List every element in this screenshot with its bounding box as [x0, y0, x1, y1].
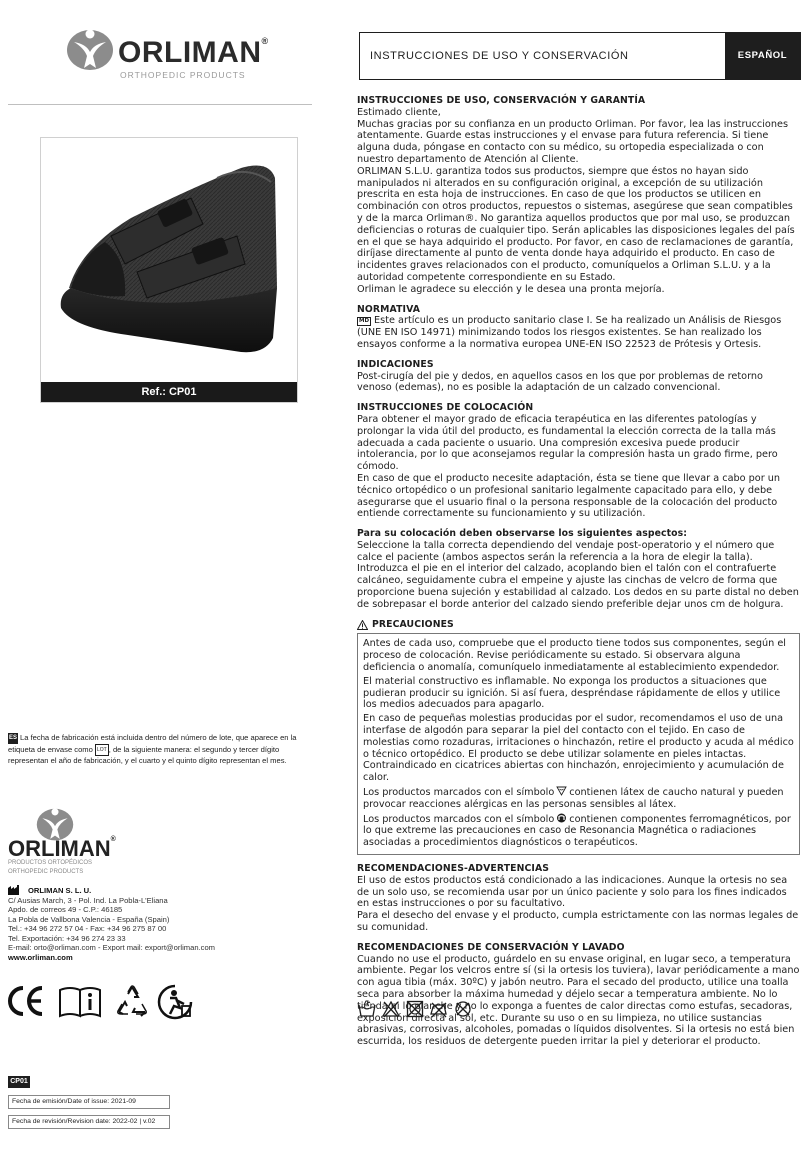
address-line: Apdo. de correos 49 - C.P.: 46185 — [8, 905, 123, 914]
paragraph: El material constructivo es inflamable. No exponga los productos a situaciones que pudieran producir su ignición. Si así fuera, despréndase rápidamente de ellos y utilice los medios adecuados para apagarlo. — [363, 675, 781, 711]
precautions-box — [357, 633, 800, 855]
manufacturer-icon — [8, 885, 20, 895]
orthopedic-shoe-image — [41, 138, 298, 382]
address-line: Tel. Exportación: +34 96 274 23 33 — [8, 933, 126, 943]
no-tumble-dry-icon — [406, 1000, 424, 1018]
product-ref-bar: Ref.: CP01 — [41, 382, 297, 402]
brand-sub-en: ORTHOPEDIC PRODUCTS — [8, 869, 84, 875]
issue-date: Fecha de emisión/Date of issue: 2021-09 — [8, 1095, 170, 1109]
ce-mark-icon — [6, 984, 46, 1018]
lot-symbol: LOT — [95, 744, 109, 757]
revision-date: Fecha de revisión/Revision date: 2022-02 | v.02 — [8, 1115, 170, 1129]
lot-note-text-2: , de la siguiente manera: el segundo y tercer dígito representan el año de fabricación, y el cuarto y el quinto dígito representan el mes. — [8, 744, 287, 765]
brand-wordmark: ORLIMAN® — [8, 836, 116, 861]
document-title: INSTRUCCIONES DE USO Y CONSERVACIÓN — [370, 50, 629, 62]
language-tag: ES — [8, 733, 18, 744]
brand-wordmark: ORLIMAN® — [118, 36, 269, 69]
company-address — [8, 885, 308, 962]
address-line: E-mail: orto@orliman.com - Export mail: export@orliman.com — [8, 943, 216, 952]
address-line: La Pobla de Vallbona Valencia - España (Spain) — [8, 914, 170, 924]
brand-sub-es: PRODUCTOS ORTOPÉDICOS — [8, 860, 93, 866]
care-icons — [358, 1000, 498, 1020]
md-symbol: MD — [359, 318, 370, 325]
paragraph: Para obtener el mayor grado de eficacia terapéutica en las diferentes patologías y prolongar la vida útil del producto, es fundamental la elección correcta de la talla más adecuada a cada paciente o usuario. Una compresión excesiva puede producir intolerancia, por lo que aconsejamos regular la compresión hasta un grado firme, pero cómodo. — [357, 413, 778, 473]
company-name: ORLIMAN S. L. U. — [28, 886, 92, 895]
paragraph: Orliman le agradece su elección y le desea una pronta mejoría. — [357, 283, 665, 295]
lot-note-text-1: La fecha de fabricación está incluida dentro del número de lote, que aparece en la etiqueta de envase como — [8, 733, 297, 754]
instructions-body — [357, 95, 800, 1048]
lot-note — [8, 733, 312, 767]
instructions-icon — [58, 984, 104, 1018]
product-image-frame — [40, 137, 298, 403]
paragraph: Los productos marcados con el símbolo contienen componentes ferromagnéticos, por lo que extreme las precauciones en caso de Resonancia Magnética o radiaciones asociadas a procedimientos diagnósticos o terapéuticos. — [363, 813, 791, 849]
paragraph: En caso de que el producto necesite adaptación, ésta se tiene que llevar a cabo por un técnico ortopédico o un profesional sanitario legalmente capacitado para ello, y debe asegurarse que el usuario final o la persona responsable de la colocación del producto entiende correctamente su funcionamiento y su utilización. — [357, 472, 781, 520]
magnetic-icon — [556, 813, 567, 823]
paragraph: MD Este artículo es un producto sanitario clase I. Se ha realizado un Análisis de Riesgos (UNE EN ISO 14971) minimizando todos los riesgos existentes. Se han realizado los ensayos conforme a la normativa europea UNE-EN ISO 22523 de Prótesis y Ortesis. — [357, 315, 782, 350]
paragraph: Post-cirugía del pie y dedos, en aquellos casos en los que por problemas de retorno venoso (edemas), no es posible la adaptación de un calzado convencional. — [357, 370, 763, 394]
paragraph: ORLIMAN S.L.U. garantiza todos sus productos, siempre que éstos no hayan sido manipulados ni alterados en su configuración original, a excepción de su utilización prescrita en esta hoja de instrucciones. En caso de que los productos se utilicen en combinación con otros productos, repuestos o sistemas, asegúrese que sean compatibles y de la marca Orliman®. No garantiza aquellos productos que por mal uso, se produzcan deficiencias o roturas de cualquier tipo. Serán aplicables las disposiciones legales del país en el que se haya adquirido el producto. Por favor, en caso de reclamaciones de garantía, diríjase directamente al punto de venta donde haya adquirido el producto. En caso de incidentes graves relacionados con el producto, comuníquelos a Orliman S.L.U. y a la autoridad competente correspondiente en su Estado. — [357, 165, 795, 283]
waste-disposal-icon — [156, 984, 194, 1020]
paragraph: Seleccione la talla correcta dependiendo del vendaje post-operatorio y el número que calce el paciente (ambos aspectos serán la referencia a la hora de elegir la talla). Introduzca el pie en el interior del calzado, acoplando bien el talón con el contrafuerte calcáneo, seguidamente cubra el empeine y ajuste las cinchas de velcro de forma que proporcione buena sujeción y estabilidad al calzado. Los dedos en su parte distal no deben de sobrepasar el borde anterior del calzado siendo preferible dejar unos cm de holgura. — [357, 539, 799, 610]
address-line: C/ Ausias March, 3 - Pol. Ind. La Pobla-L'Eliana — [8, 895, 168, 905]
paragraph: Los productos marcados con el símbolo contienen látex de caucho natural y pueden provocar reacciones alérgicas en las personas sensibles al látex. — [363, 787, 784, 810]
certification-icons — [6, 984, 206, 1024]
no-bleach-icon — [382, 1000, 400, 1018]
paragraph: Cuando no use el producto, guárdelo en su envase original, en lugar seco, a temperatura ambiente. Pegar los velcros entre sí (si la ortesis los tuviera), lavar periódicamente a mano con agua tibia (máx. 30ºC) y jabón neutro. Para el secado del producto, utilice una toalla seca para absorber la máxima humedad y déjelo secar a temperatura ambiente. No lo tienda ni lo planche y no lo exponga a fuentes de calor directas como estufas, secadoras, exposición directa al sol, etc. Durante su uso o en su limpieza, no utilice sustancias abrasivas, corrosivas, alcoholes, pomadas o líquidos disolventes. Si la ortesis no está bien escurrida, los residuos de detergente pueden irritar la piel y deteriorar el producto. — [357, 953, 800, 1048]
document-header — [359, 32, 801, 80]
section-heading: INSTRUCCIONES DE COLOCACIÓN — [357, 402, 534, 414]
no-dry-clean-icon — [454, 1000, 472, 1018]
section-heading: RECOMENDACIONES-ADVERTENCIAS — [357, 863, 550, 875]
brand-tagline: ORTHOPEDIC PRODUCTS — [120, 70, 246, 80]
paragraph: Para el desecho del envase y el producto, cumpla estrictamente con las normas legales de su comunidad. — [357, 910, 799, 933]
address-line: Tel.: +34 96 272 57 04 - Fax: +34 96 275 87 00 — [8, 924, 167, 933]
warning-icon — [357, 620, 368, 630]
recycle-icon — [114, 984, 150, 1018]
orliman-logo-top — [66, 24, 306, 84]
section-heading: INDICACIONES — [357, 358, 434, 370]
section-heading: RECOMENDACIONES DE CONSERVACIÓN Y LAVADO — [357, 941, 625, 953]
paragraph: En caso de pequeñas molestias producidas por el sudor, recomendamos el uso de una interfase de algodón para separar la piel del contacto con el tejido. En caso de molestias como rozaduras, irritaciones o hinchazón, retire el producto y acuda al médico o técnico ortopédico. El producto se debe utilizar solamente en pieles intactas. Contraindicado en cicatrices abiertas con hinchazón, enrojecimiento y acumulación de calor. — [363, 713, 794, 784]
language-badge: ESPAÑOL — [725, 33, 800, 79]
product-code-tag: CP01 — [8, 1076, 30, 1088]
section-heading: INSTRUCCIONES DE USO, CONSERVACIÓN Y GARANTÍA — [357, 95, 646, 106]
section-heading: NORMATIVA — [357, 303, 421, 315]
hand-wash-icon — [358, 1000, 376, 1018]
paragraph: Muchas gracias por su confianza en un producto Orliman. Por favor, lea las instrucciones atentamente. Guarde estas instrucciones y el envase para futura referencia. Si tiene alguna duda, póngase en contacto con su médico, su ortopedia especializada o con nuestro departamento de Atención al Cliente. — [357, 118, 788, 165]
latex-icon — [556, 786, 567, 796]
paragraph: El uso de estos productos está condicionado a las indicaciones. Aunque la ortesis no sea de un solo uso, se recomienda usar por un único paciente y solo para los fines indicados en estas instrucciones o por su facultativo. — [357, 874, 788, 910]
orliman-logo-bottom — [8, 800, 208, 880]
paragraph: Antes de cada uso, compruebe que el producto tiene todos sus componentes, según el proceso de colocación. Revise periódicamente su estado. Si observara alguna deficiencia o anomalía, comuníquelo inmediatamente al establecimiento expendedor. — [363, 638, 786, 674]
company-website: www.orliman.com — [8, 952, 73, 962]
precautions-heading: PRECAUCIONES — [357, 619, 800, 631]
orliman-figure-icon — [66, 24, 114, 72]
divider — [8, 104, 312, 105]
sub-heading: Para su colocación deben observarse los siguientes aspectos: — [357, 528, 688, 540]
no-iron-icon — [430, 1000, 448, 1018]
greeting: Estimado cliente, — [357, 106, 441, 118]
